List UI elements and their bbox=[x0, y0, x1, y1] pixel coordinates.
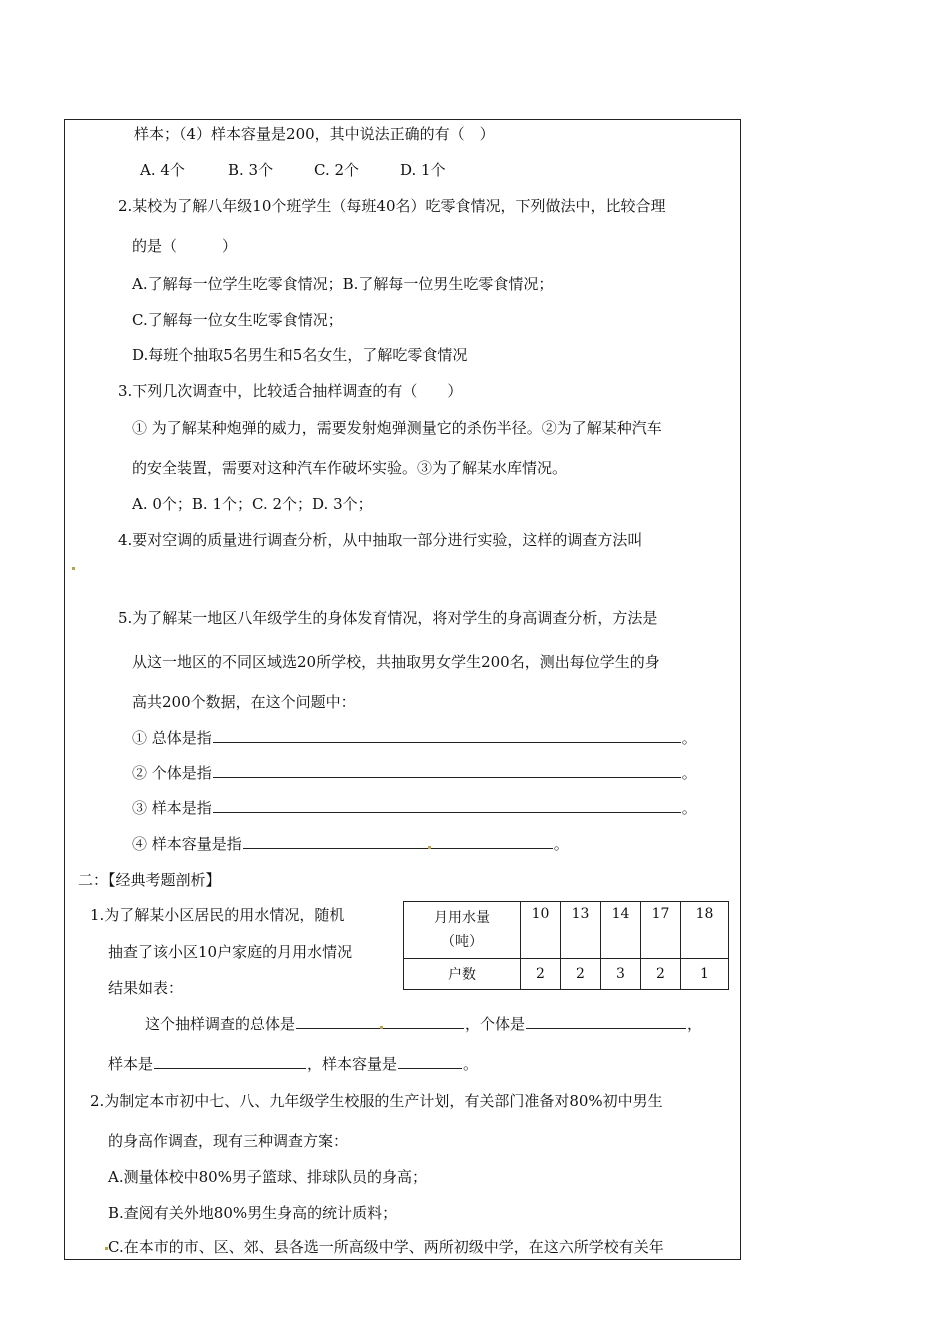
q3-line-3: 的安全装置，需要对这种汽车作破坏实验。③为了解某水库情况。 bbox=[132, 459, 568, 477]
q5-item-2-end: 。 bbox=[681, 764, 697, 782]
q5-line-1: 5.为了解某一地区八年级学生的身体发育情况，将对学生的身高调查分析，方法是 bbox=[118, 609, 658, 627]
q2-option-ab: A.了解每一位学生吃零食情况；B.了解每一位男生吃零食情况； bbox=[132, 275, 554, 293]
q5-item-3-label: ③ 样本是指 bbox=[132, 799, 212, 817]
ex1-fill-prefix: 这个抽样调查的总体是 bbox=[145, 1015, 296, 1033]
amount-cell: 13 bbox=[561, 902, 601, 959]
answer-blank-individual[interactable] bbox=[526, 1014, 686, 1029]
q5-line-3: 高共200个数据，在这个问题中： bbox=[132, 693, 356, 711]
q3-options: A. 0个；B. 1个；C. 2个；D. 3个； bbox=[132, 495, 373, 513]
header-label-top: 月用水量 bbox=[434, 910, 490, 926]
q5-item-1-end: 。 bbox=[681, 729, 697, 747]
q2-option-c: C.了解每一位女生吃零食情况； bbox=[132, 311, 343, 329]
ex1-line-3: 结果如表： bbox=[108, 979, 184, 997]
ex1-fill2-mid: ，样本容量是 bbox=[307, 1055, 398, 1073]
count-cell: 2 bbox=[561, 959, 601, 990]
q5-item-4 bbox=[132, 834, 569, 854]
count-cell: 1 bbox=[681, 959, 729, 990]
count-cell: 2 bbox=[521, 959, 561, 990]
table-row bbox=[404, 959, 729, 990]
stray-dot bbox=[72, 567, 75, 570]
water-usage-table bbox=[403, 901, 729, 990]
q2-line-1: 2.某校为了解八年级10个班学生（每班40名）吃零食情况，下列做法中，比较合理 bbox=[118, 197, 666, 215]
answer-blank-sample-size[interactable] bbox=[398, 1054, 462, 1069]
ex1-line-1: 1.为了解某小区居民的用水情况，随机 bbox=[90, 906, 345, 924]
ex1-fill2-prefix: 样本是 bbox=[108, 1055, 154, 1073]
q1-option-a: A. 4个 bbox=[140, 161, 185, 179]
q1-option-b: B. 3个 bbox=[228, 161, 274, 179]
q2-line-2: 的是（ ） bbox=[132, 237, 238, 255]
q5-line-2: 从这一地区的不同区域选20所学校，共抽取男女学生200名，测出每位学生的身 bbox=[132, 653, 660, 671]
q5-item-1 bbox=[132, 728, 697, 748]
ex1-line-2: 抽查了该小区10户家庭的月用水情况 bbox=[108, 943, 353, 961]
ex1-fill2-end: 。 bbox=[463, 1055, 479, 1073]
q5-item-4-label: ④ 样本容量是指 bbox=[132, 835, 242, 853]
q1-tail-text: 样本；（4）样本容量是200，其中说法正确的有（ ） bbox=[134, 125, 495, 143]
header-label-cell bbox=[404, 902, 521, 959]
q5-item-3-end: 。 bbox=[681, 799, 697, 817]
answer-blank-3[interactable] bbox=[213, 798, 681, 813]
ex2-option-a: A.测量体校中80%男子篮球、排球队员的身高； bbox=[108, 1168, 427, 1186]
ex1-fill-end: ， bbox=[687, 1015, 703, 1033]
q5-item-1-label: ① 总体是指 bbox=[132, 729, 212, 747]
q3-line-2: ① 为了解某种炮弹的威力，需要发射炮弹测量它的杀伤半径。②为了解某种汽车 bbox=[132, 419, 662, 437]
count-cell: 2 bbox=[641, 959, 681, 990]
answer-blank-sample[interactable] bbox=[154, 1054, 306, 1069]
amount-cell: 10 bbox=[521, 902, 561, 959]
ex1-fill-line-1 bbox=[145, 1014, 702, 1034]
q3-line-1: 3.下列几次调查中，比较适合抽样调查的有（ ） bbox=[118, 382, 463, 400]
header-label-bottom: （吨） bbox=[441, 934, 483, 950]
answer-blank-4[interactable] bbox=[243, 834, 553, 849]
section-2-heading: 二：【经典考题剖析】 bbox=[78, 871, 221, 889]
ex2-line-2: 的身高作调查，现有三种调查方案： bbox=[108, 1132, 349, 1150]
q4-line-1: 4.要对空调的质量进行调查分析，从中抽取一部分进行实验，这样的调查方法叫 bbox=[118, 531, 643, 549]
stray-dot bbox=[105, 1247, 108, 1250]
q5-item-2 bbox=[132, 763, 697, 783]
q5-item-4-end: 。 bbox=[553, 835, 569, 853]
stray-dot bbox=[380, 1026, 383, 1029]
ex2-option-c: C.在本市的市、区、郊、县各选一所高级中学、两所初级中学，在这六所学校有关年 bbox=[108, 1238, 664, 1256]
households-label-cell: 户数 bbox=[404, 959, 521, 990]
q1-option-c: C. 2个 bbox=[314, 161, 360, 179]
q5-item-2-label: ② 个体是指 bbox=[132, 764, 212, 782]
amount-cell: 14 bbox=[601, 902, 641, 959]
ex1-fill-line-2 bbox=[108, 1054, 478, 1074]
amount-cell: 17 bbox=[641, 902, 681, 959]
ex2-option-b: B.查阅有关外地80%男生身高的统计质料； bbox=[108, 1204, 398, 1222]
count-cell: 3 bbox=[601, 959, 641, 990]
q5-item-3 bbox=[132, 798, 697, 818]
stray-dot bbox=[428, 846, 431, 849]
q2-option-d: D.每班个抽取5名男生和5名女生，了解吃零食情况 bbox=[132, 346, 468, 364]
table-row bbox=[404, 902, 729, 959]
ex2-line-1: 2.为制定本市初中七、八、九年级学生校服的生产计划，有关部门准备对80%初中男生 bbox=[90, 1092, 663, 1110]
answer-blank-1[interactable] bbox=[213, 728, 681, 743]
answer-blank-2[interactable] bbox=[213, 763, 681, 778]
amount-cell: 18 bbox=[681, 902, 729, 959]
ex1-fill-mid: ，个体是 bbox=[465, 1015, 526, 1033]
q1-option-d: D. 1个 bbox=[400, 161, 446, 179]
